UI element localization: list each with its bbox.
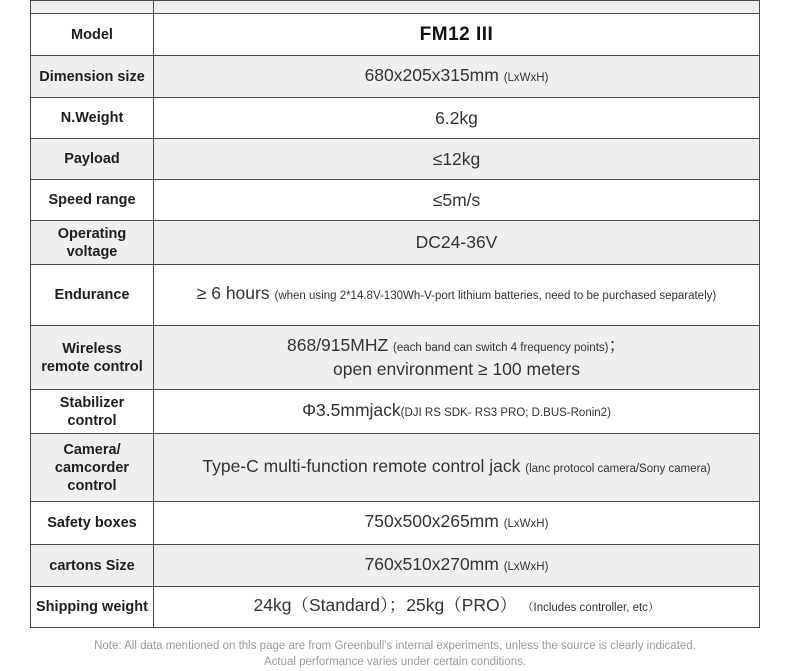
row-value <box>154 434 760 502</box>
table-row-speed <box>31 180 760 221</box>
row-label <box>31 221 154 265</box>
top-value-cell <box>154 1 760 14</box>
label-line: camcorder <box>54 459 130 476</box>
table-row-voltage <box>31 221 760 265</box>
value-text: 680x205x315mm <box>364 64 499 85</box>
table-row-camera <box>31 434 760 502</box>
row-label: Model <box>31 14 154 56</box>
row-label: Speed range <box>31 180 154 221</box>
table-row-shipping <box>31 587 760 628</box>
table-row-endurance <box>31 265 760 326</box>
value-text: ≥ 6 hours <box>196 283 270 303</box>
table-row-wireless <box>31 326 760 390</box>
row-value <box>154 265 760 326</box>
footnote-line: Actual performance varies under certain conditions. <box>263 656 527 668</box>
footnote-line: Note: All data mentioned on this page are from Greenbull's internal experiments, unless the source is clearly indicated. <box>94 640 696 652</box>
value-text: 868/915MHZ <box>287 335 389 355</box>
value-note: (when using 2*14.8V-130Wh-V-port lithium batteries, need to be purchased separately) <box>274 290 717 302</box>
value-text: 24kg（Standard）；25kg（PRO） <box>253 595 518 615</box>
footnote <box>0 638 790 670</box>
value-note: (LxWxH) <box>503 518 549 530</box>
label-line: remote control <box>41 358 143 375</box>
spec-table <box>30 0 760 628</box>
value-suffix: ； <box>608 335 626 355</box>
value-note: (lanc protocol camera/Sony camera) <box>525 462 711 475</box>
value-line: open environment ≥ 100 meters <box>333 359 580 379</box>
row-label: cartons Size <box>31 545 154 587</box>
row-label: Safety boxes <box>31 502 154 545</box>
row-label: Dimension size <box>31 56 154 98</box>
row-value: ≤5m/s <box>154 180 760 221</box>
row-value: DC24-36V <box>154 221 760 265</box>
row-value <box>154 56 760 98</box>
value-text: Φ3.5mmjack <box>302 399 401 420</box>
row-value <box>154 545 760 587</box>
row-value <box>154 326 760 390</box>
row-label <box>31 390 154 434</box>
value-note: （Includes controller, etc） <box>522 602 660 614</box>
value-note: (each band can switch 4 frequency points) <box>393 342 609 354</box>
value-note: (LxWxH) <box>503 560 549 573</box>
table-row-model <box>31 14 760 56</box>
value-text: 760x510x270mm <box>364 553 499 574</box>
row-value <box>154 587 760 628</box>
label-line: Wireless <box>62 340 122 357</box>
row-value: ≤12kg <box>154 139 760 180</box>
table-row-weight <box>31 98 760 139</box>
value-text: Type-C multi-function remote control jack <box>202 455 521 476</box>
label-line: Camera/ <box>63 441 121 458</box>
row-label <box>31 434 154 502</box>
value-text: 750x500x265mm <box>364 511 499 531</box>
row-value: 6.2kg <box>154 98 760 139</box>
table-row-dimension <box>31 56 760 98</box>
row-value <box>154 502 760 545</box>
value-line <box>154 335 759 359</box>
label-line: Operating <box>57 225 127 242</box>
label-line: control <box>67 412 117 429</box>
row-label: Endurance <box>31 265 154 326</box>
table-top-row <box>31 1 760 14</box>
table-row-stabilizer <box>31 390 760 434</box>
row-label <box>31 326 154 390</box>
row-value <box>154 14 760 56</box>
value-note: (DJI RS SDK- RS3 PRO; D.BUS-Ronin2) <box>400 406 611 419</box>
model-name: FM12 III <box>419 24 494 45</box>
value-note: (LxWxH) <box>503 71 549 84</box>
label-line: control <box>67 477 117 494</box>
table-row-payload <box>31 139 760 180</box>
row-label: Payload <box>31 139 154 180</box>
top-label-cell <box>31 1 154 14</box>
label-line: Stabilizer <box>59 394 125 411</box>
table-row-safety-boxes <box>31 502 760 545</box>
row-label: Shipping weight <box>31 587 154 628</box>
row-value <box>154 390 760 434</box>
table-row-cartons <box>31 545 760 587</box>
label-line: voltage <box>66 243 118 260</box>
row-label: N.Weight <box>31 98 154 139</box>
